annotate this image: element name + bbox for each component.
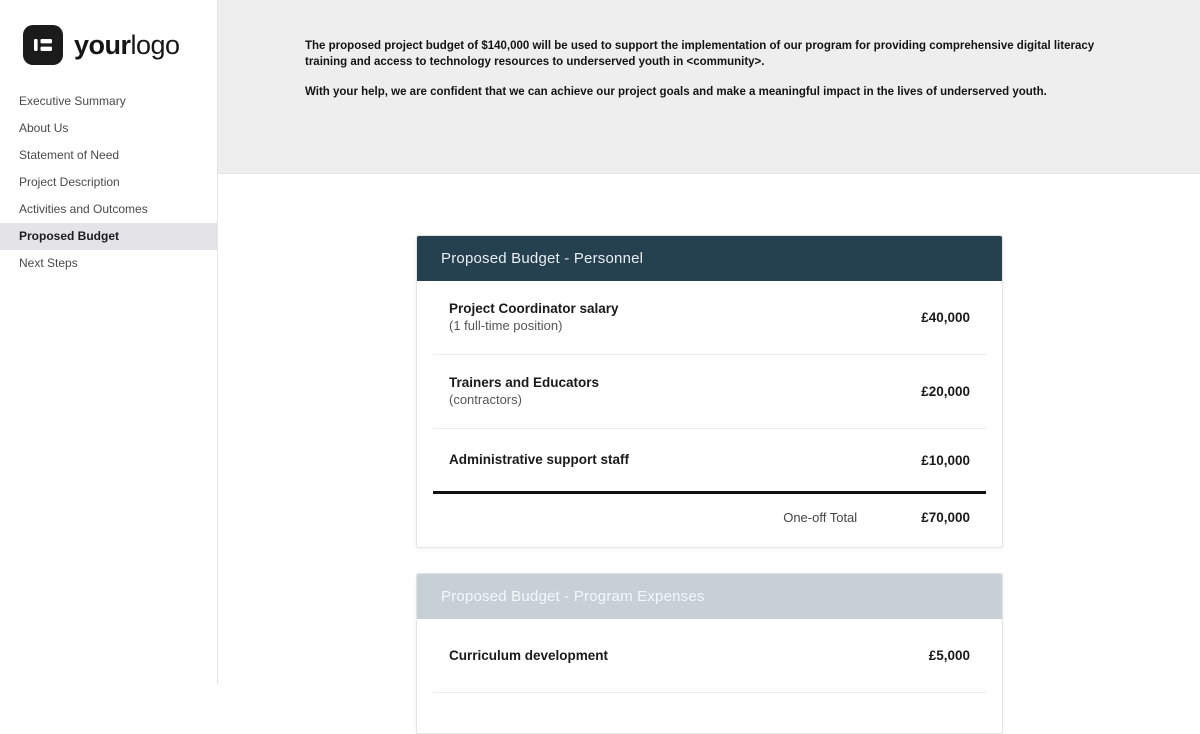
sidebar-item-activities-and-outcomes[interactable]: Activities and Outcomes <box>19 202 148 216</box>
row-sublabel: (contractors) <box>449 392 522 407</box>
table-header-program-expenses <box>417 574 1002 619</box>
table-header-personnel <box>417 236 1002 281</box>
row-label: Trainers and Educators <box>449 375 600 390</box>
table-row <box>433 619 986 693</box>
row-amount: £40,000 <box>921 310 970 325</box>
row-label: Curriculum development <box>449 647 609 663</box>
sidebar <box>0 0 218 684</box>
row-amount: £20,000 <box>921 384 970 399</box>
total-label: One-off Total <box>783 510 858 525</box>
table-row <box>433 429 986 491</box>
sidebar-item-proposed-budget[interactable]: Proposed Budget <box>0 223 217 250</box>
logo-wordmark-bold: your <box>74 29 131 60</box>
row-label-group <box>449 301 619 334</box>
row-label-group <box>449 648 608 664</box>
sidebar-item-statement-of-need[interactable]: Statement of Need <box>19 148 120 162</box>
logo-wordmark-regular: logo <box>130 29 180 60</box>
budget-tables-area <box>218 174 1200 734</box>
row-label-group <box>449 452 629 468</box>
row-label: Administrative support staff <box>449 452 630 467</box>
row-label: Project Coordinator salary <box>449 301 619 316</box>
table-title: Proposed Budget - Personnel <box>441 250 644 267</box>
main-content <box>218 0 1200 684</box>
row-amount: £5,000 <box>928 648 970 663</box>
sidebar-item-next-steps[interactable]: Next Steps <box>19 256 78 270</box>
sidebar-item-project-description[interactable]: Project Description <box>19 175 120 189</box>
table-row <box>433 281 986 355</box>
sidebar-item-about-us[interactable]: About Us <box>19 121 69 135</box>
total-row <box>433 494 986 547</box>
row-sublabel: (1 full-time position) <box>449 318 563 333</box>
intro-paragraph-1: The proposed project budget of $140,000 will be used to support the implementation of our program for providing comprehensive digital literacy training and access to technology resources to underserved youth in <community>. <box>305 40 1095 68</box>
sidebar-item-executive-summary[interactable]: Executive Summary <box>19 94 126 108</box>
budget-table-program-expenses <box>416 573 1003 734</box>
budget-intro-panel <box>218 0 1200 174</box>
logo[interactable] <box>0 0 217 66</box>
table-title: Proposed Budget - Program Expenses <box>441 588 705 605</box>
intro-paragraph-2: With your help, we are confident that we can achieve our project goals and make a meaningful impact in the lives of underserved youth. <box>305 86 1047 98</box>
row-label-group <box>449 375 599 408</box>
budget-table-personnel <box>416 235 1003 548</box>
total-amount: £70,000 <box>921 510 970 525</box>
table-row <box>433 355 986 429</box>
section-nav <box>0 88 217 277</box>
logo-wordmark <box>74 30 180 61</box>
logo-mark-icon <box>22 24 64 66</box>
row-amount: £10,000 <box>921 452 970 468</box>
